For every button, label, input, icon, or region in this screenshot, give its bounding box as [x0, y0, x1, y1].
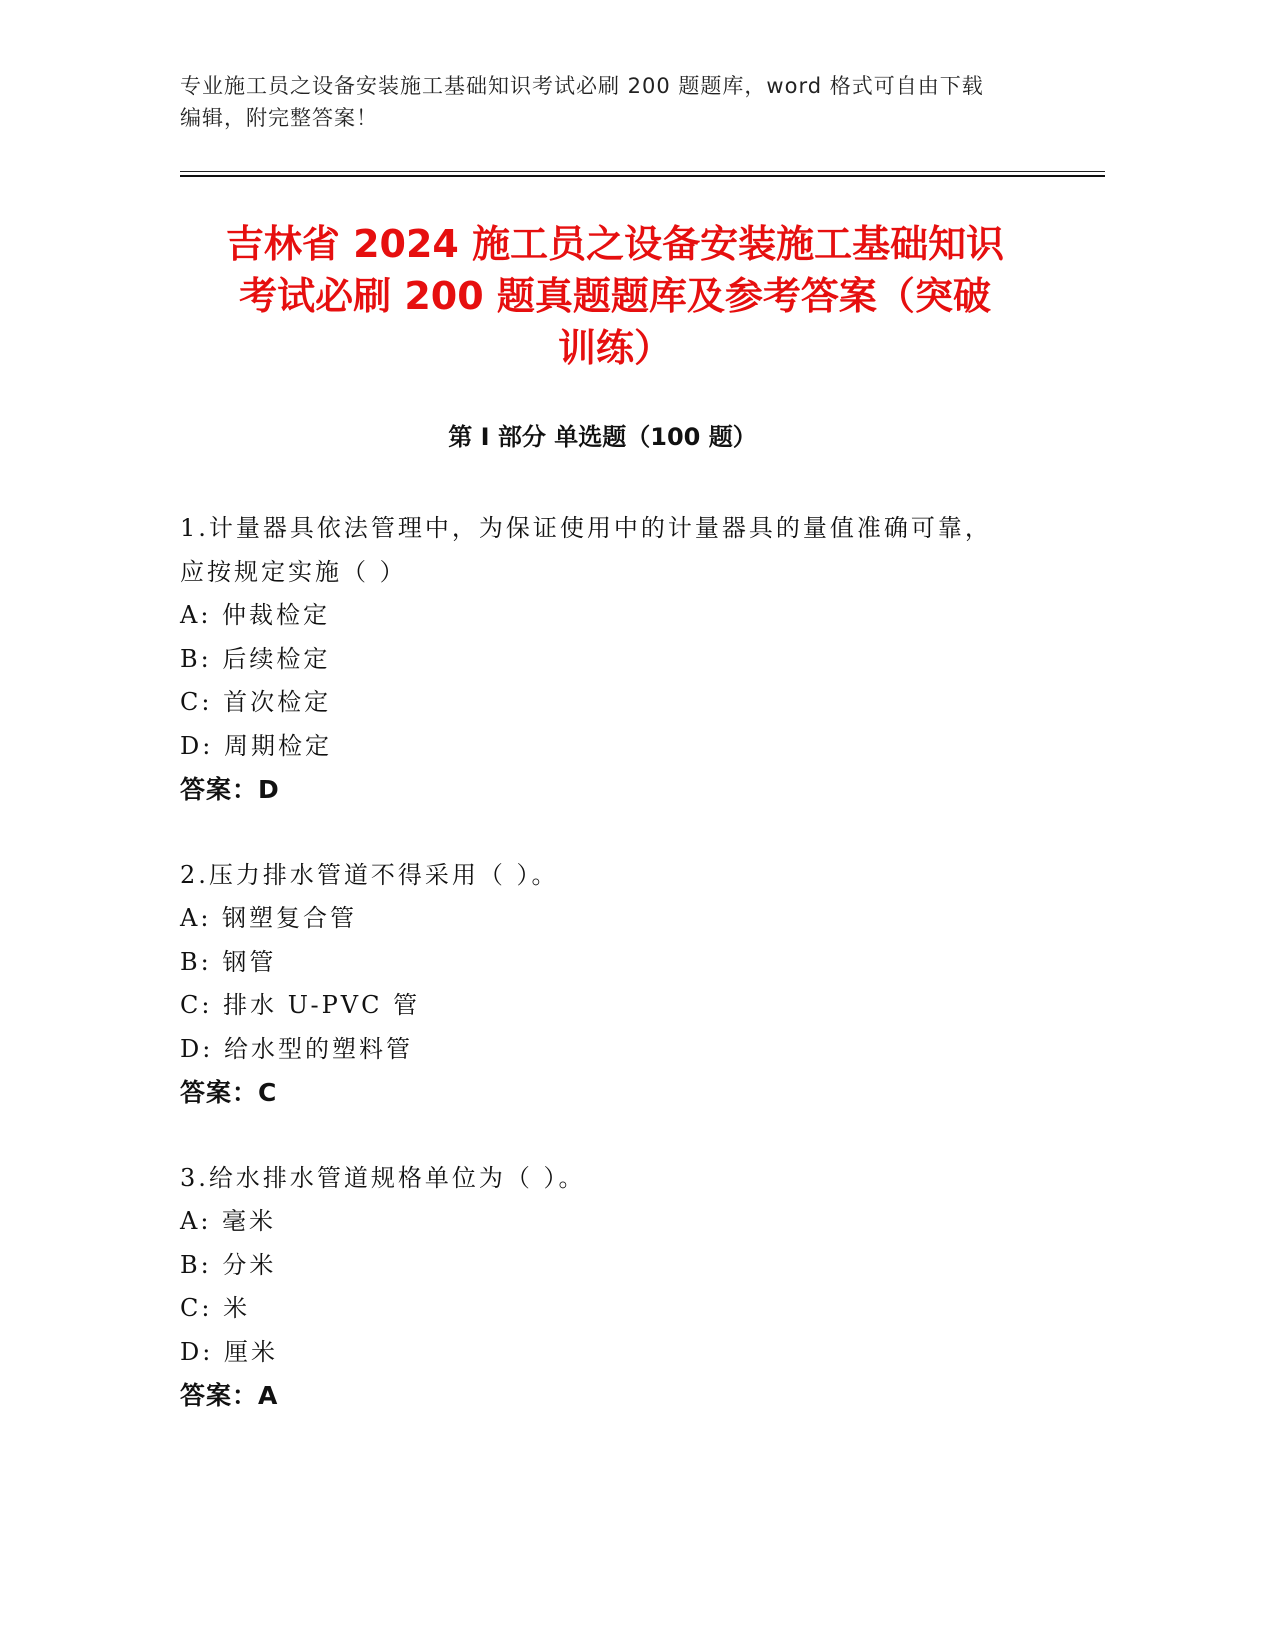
question-stem-line: 3.给水排水管道规格单位为（ ）。	[180, 1163, 586, 1192]
option-a: A: 钢塑复合管	[180, 904, 358, 932]
option-d: D: 周期检定	[180, 731, 332, 760]
question-stem	[180, 507, 1080, 594]
question-list	[180, 507, 1080, 1460]
option-d: D: 厘米	[180, 1337, 278, 1366]
question-stem-line: 1.计量器具依法管理中，为保证使用中的计量器具的量值准确可靠，	[180, 514, 992, 542]
question-stem-line: 应按规定实施（ ）	[180, 557, 407, 586]
question-stem	[180, 1157, 1080, 1201]
answer-line: 答案：A	[180, 1381, 279, 1410]
option-c: C: 首次检定	[180, 688, 332, 716]
question-stem	[180, 854, 1080, 898]
option-b: B: 后续检定	[180, 644, 331, 673]
document-title	[150, 218, 1080, 374]
title-line: 训练）	[557, 326, 672, 370]
header-note	[180, 70, 1060, 134]
title-line: 吉林省 2024 施工员之设备安装施工基础知识	[225, 222, 1005, 266]
question-item	[180, 1157, 1080, 1418]
section-heading: 第 I 部分 单选题（100 题）	[448, 423, 757, 451]
question-item	[180, 854, 1080, 1115]
option-a: A: 毫米	[180, 1207, 277, 1235]
option-b: B: 钢管	[180, 947, 277, 976]
title-line: 考试必刷 200 题真题题库及参考答案（突破	[239, 274, 991, 318]
question-stem-line: 2.压力排水管道不得采用（ ）。	[180, 860, 559, 889]
option-b: B: 分米	[180, 1250, 277, 1279]
header-note-line: 编辑，附完整答案！	[180, 106, 378, 130]
option-a: A: 仲裁检定	[180, 601, 331, 629]
header-divider-thin	[180, 171, 1105, 172]
option-c: C: 排水 U-PVC 管	[180, 991, 421, 1019]
answer-line: 答案：C	[180, 1078, 278, 1107]
question-item	[180, 507, 1080, 812]
answer-line: 答案：D	[180, 775, 280, 804]
option-c: C: 米	[180, 1294, 251, 1322]
header-divider-thick	[180, 175, 1105, 177]
header-note-line: 专业施工员之设备安装施工基础知识考试必刷 200 题题库，word 格式可自由下载	[180, 74, 984, 98]
option-d: D: 给水型的塑料管	[180, 1034, 413, 1063]
